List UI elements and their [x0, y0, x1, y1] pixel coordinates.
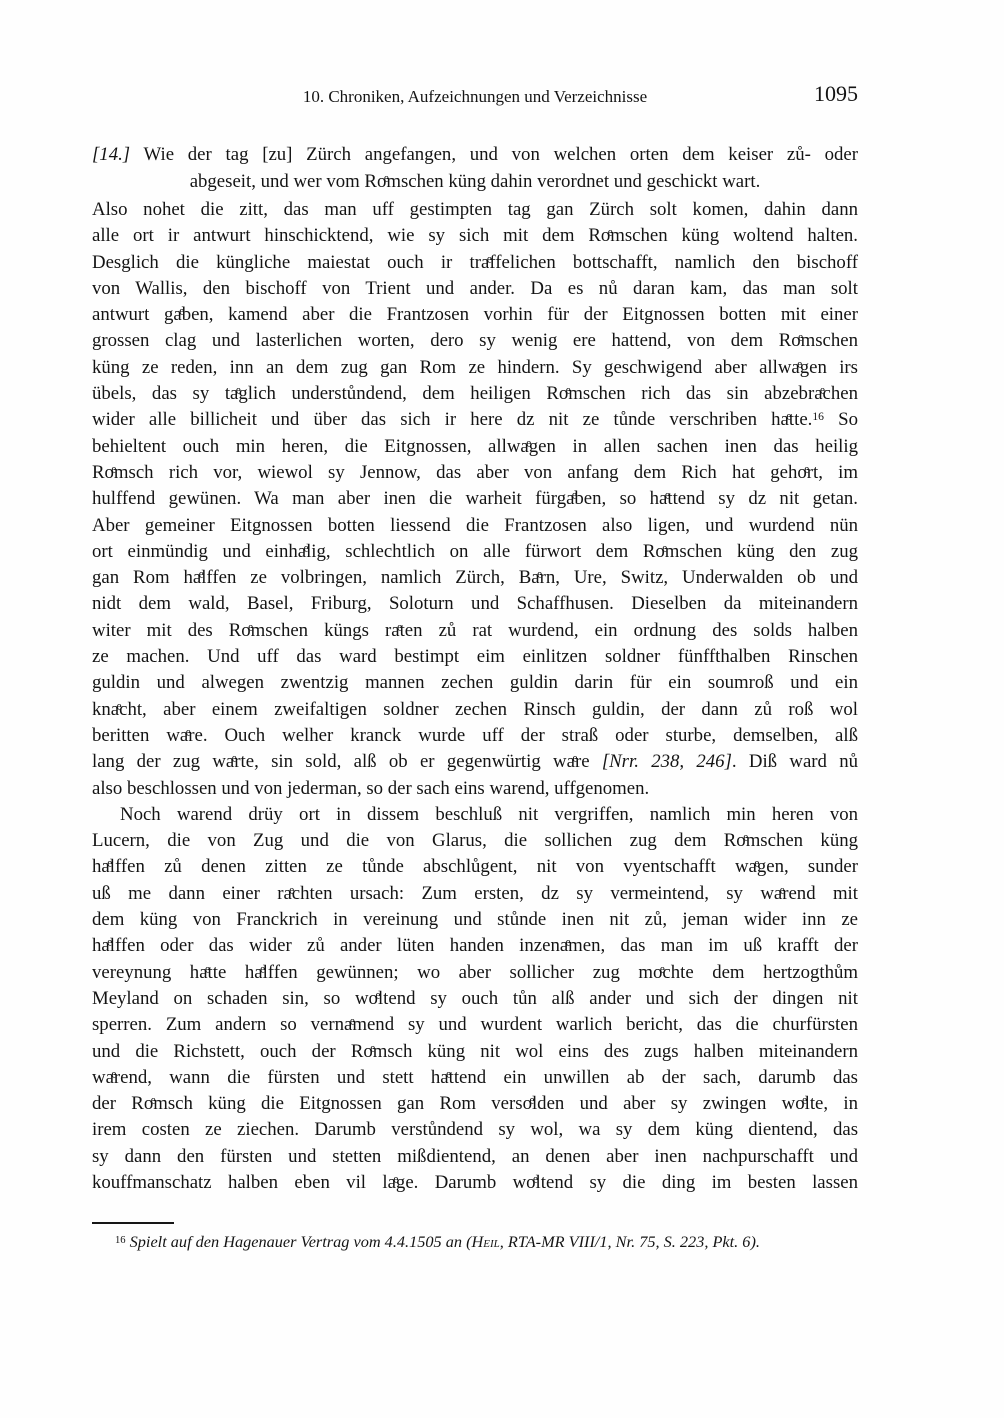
text-line: Lucern, die von Zug und die von Glarus, die sollichen zug dem Roͤmschen küng [92, 830, 858, 852]
text-line: von Wallis, den bischoff von Trient und ander. Da es nů daran kam, das man solt [92, 277, 858, 299]
text-line: antwurt gaͤben, kamend aber die Frantzosen vorhin für der Eitgnossen botten mit einer [92, 304, 858, 326]
footnote-rule [92, 1222, 174, 1224]
running-header-title: 10. Chroniken, Aufzeichnungen und Verzeichnisse [302, 87, 648, 106]
line-text: . Diß ward nů [731, 751, 859, 773]
paragraph [92, 197, 858, 802]
text-line: und die Richstett, ouch der Roͤmsch küng nit wol eins des zugs halben miteinandern [92, 1040, 858, 1062]
text-line: irem costen ze ziechen. Darumb verstůndend sy wol, wa sy dem küng dientend, das [92, 1119, 858, 1141]
text-line: kouffmanschatz halben eben vil laͤge. Darumb woͤltend sy die ding im besten lassen [92, 1171, 858, 1193]
text-line: Roͤmsch rich vor, wiewol sy Jennow, das aber von anfang dem Rich hat gehoͤrt, im [92, 461, 858, 483]
text-line: gan Rom haͤlffen ze volbringen, namlich Zürch, Baͤrn, Ure, Switz, Underwalden ob und [92, 567, 858, 589]
text-line: beritten waͤre. Ouch welher kranck wurde uff der straß oder sturbe, demselben, alß [92, 724, 858, 746]
text-line: sy dann den fürsten und stetten mißdientend, an denen aber inen nachpurschafft und [92, 1145, 858, 1167]
text-line: dem küng von Franckrich in vereinung und stůnde inen nit zů, jeman wider inn ze [92, 909, 858, 931]
text-line: Meyland on schaden sin, so woͤltend sy ouch tůn alß ander und sich der dingen nit [92, 987, 858, 1009]
text-line: grossen clag und lasterlichen worten, dero sy wenig ere hattend, von dem Roͤmschen [92, 330, 858, 352]
text-line: sperren. Zum andern so vernaͤmend sy und wurdent warlich bericht, das die churfürsten [92, 1014, 858, 1036]
body-text [92, 197, 858, 1196]
line-text: wider alle billicheit und über das sich ir here dz nit ze tůnde verschriben haͤtte. [92, 409, 813, 431]
heading-line: abgeseit, und wer vom Roͤmschen küng dahin verordnet und geschickt wart. [189, 171, 761, 192]
footnote [92, 1231, 858, 1256]
text-line: Desglich die küngliche maiestat ouch ir traͤffelichen bottschafft, namlich den bischoff [92, 251, 858, 273]
line-text: So [824, 409, 859, 431]
text-line: ort einmündig und einhaͤlig, schlechtlich on alle fürwort dem Roͤmschen küng den zug [92, 540, 858, 562]
section-number: [14.] [92, 144, 131, 165]
text-line: übels, das sy taͤglich understůndend, dem heiligen Roͤmschen rich das sin abzebraͤchen [92, 383, 858, 405]
paragraph [92, 802, 858, 1196]
text-line: Also nohet die zitt, das man uff gestimpten tag gan Zürch solt komen, dahin dann [92, 199, 858, 220]
line-text: lang der zug waͤrte, sin sold, alß ob er gegenwürtig waͤre [92, 751, 602, 773]
text-line: der Roͤmsch küng die Eitgnossen gan Rom versoͤlden und aber sy zwingen woͤlte, in [92, 1093, 858, 1115]
text-line: knaͤcht, aber einem zweifaltigen soldner zechen Rinsch guldin, der dann zů roß wol [92, 698, 858, 720]
heading-line [92, 141, 858, 168]
text-line [92, 407, 858, 433]
footnote-reference: 16 [812, 410, 824, 424]
footnote-marker: 16 [115, 1234, 126, 1246]
text-line: alle ort ir antwurt hinschicktend, wie sy sich mit dem Roͤmschen küng woltend halten. [92, 225, 858, 247]
text-line: haͤlffen oder das wider zů ander lüten handen inzenaͤmen, das man im uß krafft der [92, 935, 858, 957]
text-line: vereynung haͤtte haͤlffen gewünnen; wo aber sollicher zug moͤchte dem hertzogthům [92, 961, 858, 983]
text-line: behieltent ouch min heren, die Eitgnossen, allwaͤgen in allen sachen inen das heilig [92, 435, 858, 457]
footnote-text: Spielt auf den Hagenauer Vertrag vom 4.4.1505 an ( [125, 1232, 472, 1251]
text-line: küng ze reden, inn an dem zug gan Rom ze hindern. Sy geschwigend aber allwaͤgen irs [92, 356, 858, 378]
text-line: guldin und alwegen zwentzig mannen zechen guldin darin für ein soumroß und ein [92, 672, 858, 694]
page-number: 1095 [814, 81, 858, 106]
text-line: Noch warend drüy ort in dissem beschluß nit vergriffen, namlich min heren von [120, 803, 858, 825]
text-line: haͤlffen zů denen zitten ze tůnde abschlůgent, nit von vyentschafft waͤgen, sunder [92, 856, 858, 878]
text-line: nidt dem wald, Basel, Friburg, Soloturn und Schaffhusen. Dieselben da miteinandern [92, 593, 858, 615]
text-line: also beschlossen und von jederman, so der sach eins warend, uffgenomen. [92, 777, 650, 799]
text-line: uß me dann einer raͤchten ursach: Zum ersten, dz sy vermeintend, sy waͤrend mit [92, 882, 858, 904]
text-line: waͤrend, wann die fürsten und stett haͤttend ein unwillen ab der sach, darumb das [92, 1066, 858, 1088]
footnote-author: Heil [471, 1232, 500, 1251]
text-line: Aber gemeiner Eitgnossen botten liessend die Frantzosen also ligen, und wurdend nün [92, 514, 858, 536]
text-line: ze machen. Und uff das ward bestimpt eim einlitzen soldner fünffthalben Rinschen [92, 646, 858, 668]
heading-text: Wie der tag [zu] Zürch angefangen, und von welchen orten dem keiser zů- oder [143, 144, 858, 165]
text-line: witer mit des Roͤmschen küngs raͤten zů rat wurdend, ein ordnung des solds halben [92, 619, 858, 641]
edition-reference: [Nrr. 238, 246] [601, 751, 732, 773]
text-line [92, 749, 858, 775]
footnote-text: , RTA-MR VIII/1, Nr. 75, S. 223, Pkt. 6). [499, 1232, 760, 1251]
footnote-section [92, 1222, 858, 1256]
text-line: hulffend gewünen. Wa man aber inen die warheit fürgaͤben, so haͤttend sy dz nit getan. [92, 488, 858, 510]
running-header [92, 81, 858, 112]
section-heading [92, 141, 858, 195]
